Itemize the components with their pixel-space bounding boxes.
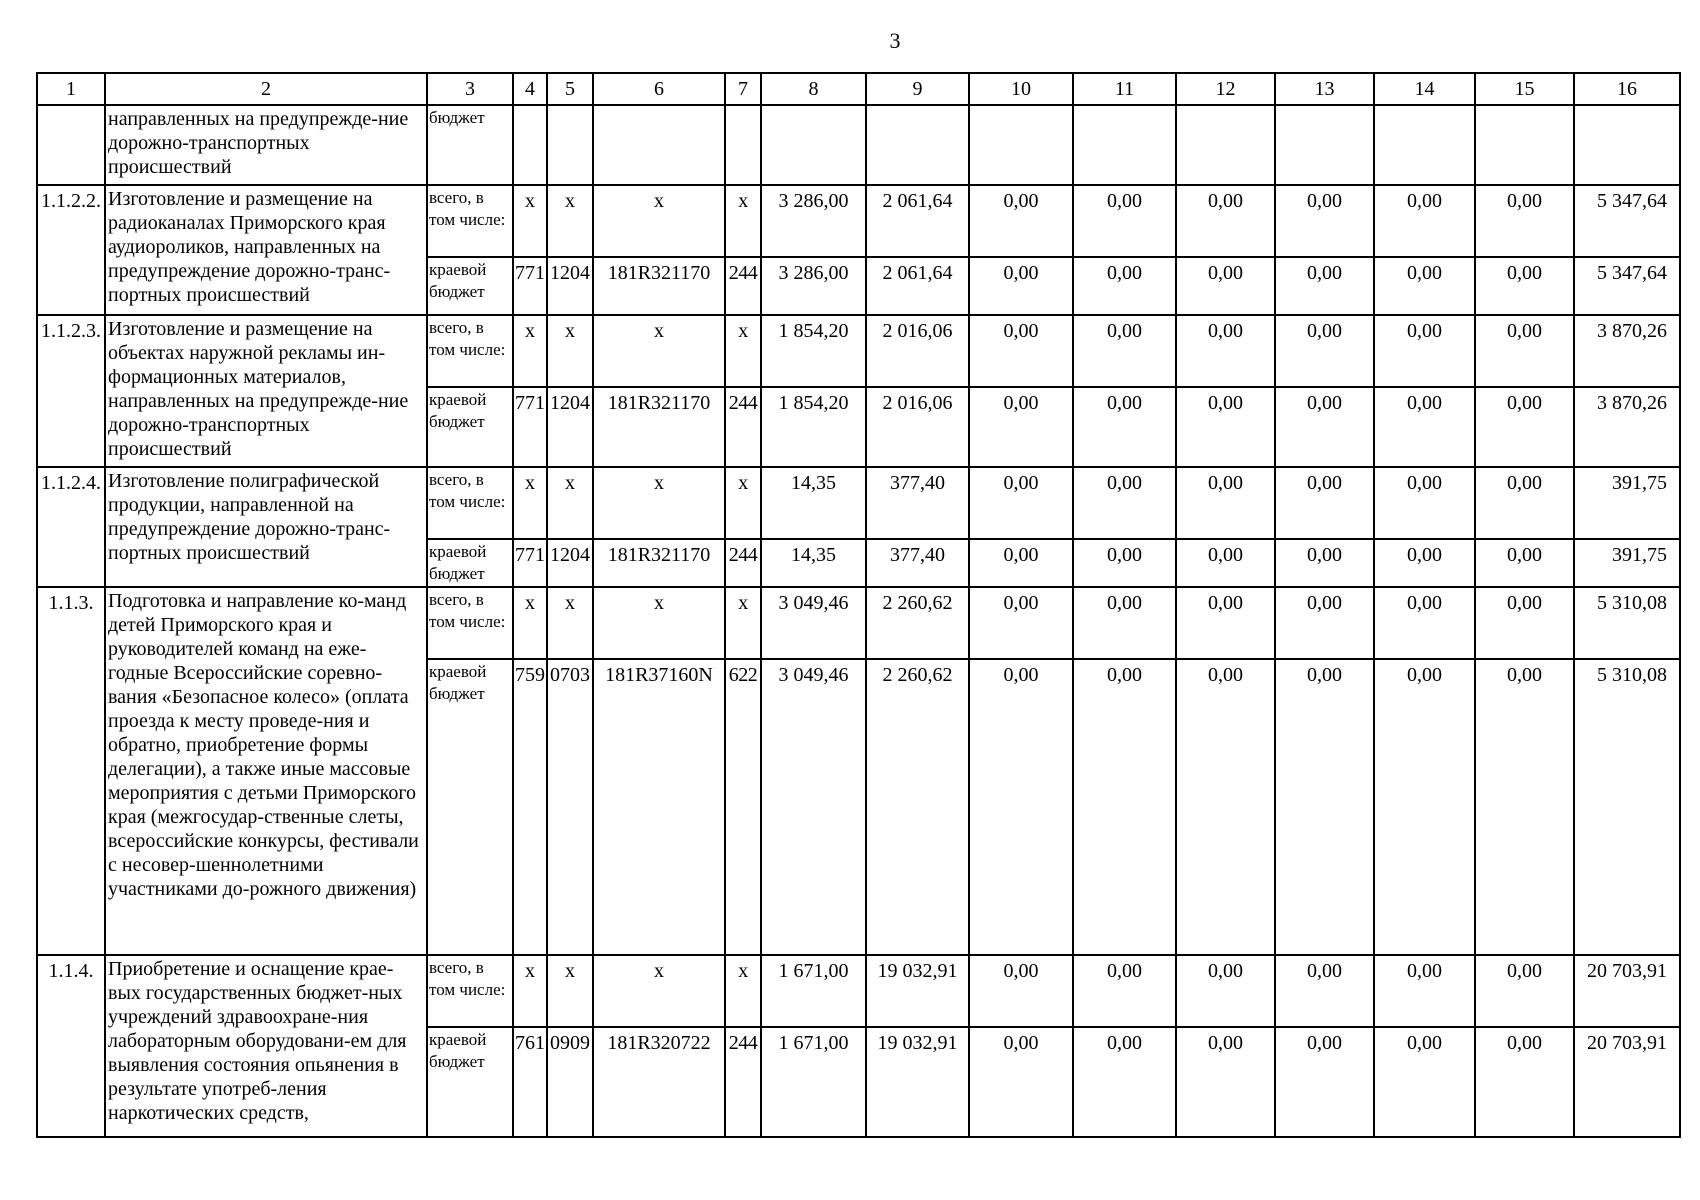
- column-header: 1: [37, 73, 105, 105]
- expense-type-code: 244: [725, 1027, 761, 1137]
- amount-cell: 0,00: [1475, 955, 1574, 1027]
- amount-cell: 3 286,00: [761, 257, 866, 315]
- total-amount-cell: 5 310,08: [1574, 587, 1680, 659]
- column-header: 6: [593, 73, 725, 105]
- amount-cell: 0,00: [1176, 1027, 1275, 1137]
- amount-cell: 0,00: [1475, 387, 1574, 467]
- amount-cell: 377,40: [866, 467, 969, 539]
- amount-cell: 0,00: [1275, 1027, 1374, 1137]
- empty-cell: [593, 105, 725, 185]
- target-article-code: x: [593, 955, 725, 1027]
- empty-cell: [513, 105, 547, 185]
- section-code: x: [547, 587, 593, 659]
- funding-source: всего, в том числе:: [427, 185, 513, 257]
- continuation-row: [37, 105, 1680, 185]
- amount-cell: 0,00: [1475, 539, 1574, 587]
- amount-cell: 0,00: [1176, 659, 1275, 955]
- ministry-code: 759: [513, 659, 547, 955]
- amount-cell: 0,00: [969, 539, 1073, 587]
- target-article-code: 181R321170: [593, 539, 725, 587]
- section-code: 0909: [547, 1027, 593, 1137]
- column-header: 11: [1073, 73, 1176, 105]
- funding-source: краевой бюджет: [427, 539, 513, 587]
- empty-cell: [1073, 105, 1176, 185]
- item-name: Приобретение и оснащение крае-вых государственных бюджет-ных учреждений здравоохране-ния лабораторным оборудовани-ем для выявления состояния опьянения в результате употреб-ления наркотических средств,: [105, 955, 427, 1137]
- total-amount-cell: 3 870,26: [1574, 387, 1680, 467]
- table-body: [37, 73, 1680, 1137]
- ministry-code: x: [513, 185, 547, 257]
- target-article-code: 181R320722: [593, 1027, 725, 1137]
- ministry-code: 771: [513, 539, 547, 587]
- amount-cell: 0,00: [1073, 467, 1176, 539]
- total-amount-cell: 5 347,64: [1574, 257, 1680, 315]
- amount-cell: 0,00: [1275, 387, 1374, 467]
- total-amount-cell: 5 310,08: [1574, 659, 1680, 955]
- amount-cell: 3 286,00: [761, 185, 866, 257]
- total-amount-cell: 391,75: [1574, 539, 1680, 587]
- target-article-code: x: [593, 315, 725, 387]
- amount-cell: 0,00: [1475, 467, 1574, 539]
- empty-cell: [1275, 105, 1374, 185]
- item-name: Изготовление и размещение на радиоканалах Приморского края аудиороликов, направленных на предупреждение дорожно-транс-портных происшествий: [105, 185, 427, 315]
- page-number: 3: [889, 28, 901, 53]
- item-total-row: [37, 467, 1680, 539]
- empty-cell: [1574, 105, 1680, 185]
- amount-cell: 0,00: [1475, 659, 1574, 955]
- expense-type-code: x: [725, 587, 761, 659]
- item-total-row: [37, 185, 1680, 257]
- amount-cell: 2 061,64: [866, 185, 969, 257]
- total-amount-cell: 3 870,26: [1574, 315, 1680, 387]
- amount-cell: 0,00: [969, 659, 1073, 955]
- amount-cell: 0,00: [1176, 257, 1275, 315]
- target-article-code: x: [593, 185, 725, 257]
- ministry-code: x: [513, 587, 547, 659]
- amount-cell: 0,00: [1475, 185, 1574, 257]
- ministry-code: x: [513, 955, 547, 1027]
- empty-cell: [1176, 105, 1275, 185]
- expense-type-code: x: [725, 467, 761, 539]
- amount-cell: 19 032,91: [866, 1027, 969, 1137]
- item-number: 1.1.4.: [37, 955, 105, 1137]
- funding-source: краевой бюджет: [427, 387, 513, 467]
- amount-cell: 2 260,62: [866, 659, 969, 955]
- empty-cell: [1374, 105, 1475, 185]
- item-total-row: [37, 587, 1680, 659]
- amount-cell: 0,00: [1073, 315, 1176, 387]
- amount-cell: 0,00: [1475, 1027, 1574, 1137]
- amount-cell: 0,00: [1275, 185, 1374, 257]
- target-article-code: x: [593, 467, 725, 539]
- total-amount-cell: 20 703,91: [1574, 955, 1680, 1027]
- amount-cell: 0,00: [969, 955, 1073, 1027]
- column-header: 16: [1574, 73, 1680, 105]
- funding-source: бюджет: [427, 105, 513, 185]
- amount-cell: 14,35: [761, 539, 866, 587]
- expense-type-code: 244: [725, 387, 761, 467]
- funding-source: краевой бюджет: [427, 1027, 513, 1137]
- empty-cell: [1475, 105, 1574, 185]
- column-header: 15: [1475, 73, 1574, 105]
- ministry-code: 771: [513, 387, 547, 467]
- funding-source: всего, в том числе:: [427, 467, 513, 539]
- item-number: 1.1.3.: [37, 587, 105, 955]
- item-name: Изготовление полиграфической продукции, направленной на предупреждение дорожно-транс-портных происшествий: [105, 467, 427, 587]
- column-header: 13: [1275, 73, 1374, 105]
- empty-cell: [969, 105, 1073, 185]
- amount-cell: 1 854,20: [761, 315, 866, 387]
- column-header: 14: [1374, 73, 1475, 105]
- amount-cell: 0,00: [1176, 587, 1275, 659]
- ministry-code: 761: [513, 1027, 547, 1137]
- amount-cell: 0,00: [1073, 659, 1176, 955]
- section-code: x: [547, 315, 593, 387]
- section-code: x: [547, 955, 593, 1027]
- expense-type-code: x: [725, 955, 761, 1027]
- amount-cell: 0,00: [969, 315, 1073, 387]
- amount-cell: 0,00: [1073, 257, 1176, 315]
- column-header: 5: [547, 73, 593, 105]
- amount-cell: 0,00: [1176, 315, 1275, 387]
- expense-type-code: 622: [725, 659, 761, 955]
- amount-cell: 1 671,00: [761, 1027, 866, 1137]
- expense-type-code: 244: [725, 257, 761, 315]
- amount-cell: 0,00: [1275, 315, 1374, 387]
- expense-type-code: x: [725, 185, 761, 257]
- column-header: 8: [761, 73, 866, 105]
- amount-cell: 0,00: [1374, 1027, 1475, 1137]
- empty-cell: [866, 105, 969, 185]
- amount-cell: 0,00: [1374, 955, 1475, 1027]
- column-header: 3: [427, 73, 513, 105]
- funding-source: краевой бюджет: [427, 257, 513, 315]
- amount-cell: 0,00: [1275, 539, 1374, 587]
- amount-cell: 0,00: [1475, 587, 1574, 659]
- amount-cell: 0,00: [969, 467, 1073, 539]
- column-header: 4: [513, 73, 547, 105]
- funding-source: краевой бюджет: [427, 659, 513, 955]
- empty-cell: [547, 105, 593, 185]
- total-amount-cell: 5 347,64: [1574, 185, 1680, 257]
- amount-cell: 0,00: [1374, 315, 1475, 387]
- amount-cell: 0,00: [1176, 185, 1275, 257]
- column-number-header-row: [37, 73, 1680, 105]
- amount-cell: 1 854,20: [761, 387, 866, 467]
- amount-cell: 377,40: [866, 539, 969, 587]
- item-name: Изготовление и размещение на объектах наружной рекламы ин-формационных материалов, направленных на предупрежде-ние дорожно-транспортных происшествий: [105, 315, 427, 467]
- amount-cell: 0,00: [969, 257, 1073, 315]
- amount-cell: 0,00: [1374, 185, 1475, 257]
- amount-cell: 0,00: [1176, 539, 1275, 587]
- amount-cell: 0,00: [1073, 185, 1176, 257]
- amount-cell: 0,00: [1176, 387, 1275, 467]
- item-number: 1.1.2.3.: [37, 315, 105, 467]
- amount-cell: 0,00: [969, 587, 1073, 659]
- amount-cell: 19 032,91: [866, 955, 969, 1027]
- amount-cell: 0,00: [1374, 539, 1475, 587]
- column-header: 9: [866, 73, 969, 105]
- section-code: 1204: [547, 387, 593, 467]
- expense-type-code: 244: [725, 539, 761, 587]
- section-code: 1204: [547, 257, 593, 315]
- empty-cell: [761, 105, 866, 185]
- column-header: 12: [1176, 73, 1275, 105]
- amount-cell: 0,00: [969, 387, 1073, 467]
- item-total-row: [37, 955, 1680, 1027]
- amount-cell: 0,00: [1176, 955, 1275, 1027]
- section-code: 0703: [547, 659, 593, 955]
- amount-cell: 0,00: [1073, 587, 1176, 659]
- item-number: 1.1.2.2.: [37, 185, 105, 315]
- total-amount-cell: 391,75: [1574, 467, 1680, 539]
- column-header: 10: [969, 73, 1073, 105]
- amount-cell: 2 016,06: [866, 315, 969, 387]
- amount-cell: 0,00: [1275, 467, 1374, 539]
- ministry-code: x: [513, 315, 547, 387]
- amount-cell: 0,00: [1475, 315, 1574, 387]
- expense-type-code: x: [725, 315, 761, 387]
- amount-cell: 0,00: [1073, 955, 1176, 1027]
- amount-cell: 0,00: [1275, 955, 1374, 1027]
- amount-cell: 2 260,62: [866, 587, 969, 659]
- target-article-code: x: [593, 587, 725, 659]
- amount-cell: 14,35: [761, 467, 866, 539]
- item-number-cell: [37, 105, 105, 185]
- amount-cell: 2 016,06: [866, 387, 969, 467]
- amount-cell: 3 049,46: [761, 587, 866, 659]
- total-amount-cell: 20 703,91: [1574, 1027, 1680, 1137]
- empty-cell: [725, 105, 761, 185]
- item-total-row: [37, 315, 1680, 387]
- amount-cell: 0,00: [1275, 587, 1374, 659]
- target-article-code: 181R37160N: [593, 659, 725, 955]
- amount-cell: 0,00: [1275, 257, 1374, 315]
- amount-cell: 0,00: [1073, 387, 1176, 467]
- item-name-continued: направленных на предупрежде-ние дорожно-транспортных происшествий: [105, 105, 427, 185]
- amount-cell: 0,00: [1176, 467, 1275, 539]
- item-name: Подготовка и направление ко-манд детей Приморского края и руководителей команд на еже-годные Всероссийские соревно-вания «Безопасное колесо» (оплата проезда к месту проведе-ния и обратно, приобретение формы делегации), а также иные массовые мероприятия с детьми Приморского края (межгосудар-ственные слеты, всероссийские конкурсы, фестивали с несовер-шеннолетними участниками до-рожного движения): [105, 587, 427, 955]
- amount-cell: 0,00: [1374, 257, 1475, 315]
- target-article-code: 181R321170: [593, 387, 725, 467]
- amount-cell: 0,00: [1374, 587, 1475, 659]
- column-header: 7: [725, 73, 761, 105]
- funding-source: всего, в том числе:: [427, 315, 513, 387]
- ministry-code: x: [513, 467, 547, 539]
- column-header: 2: [105, 73, 427, 105]
- amount-cell: 2 061,64: [866, 257, 969, 315]
- amount-cell: 3 049,46: [761, 659, 866, 955]
- section-code: x: [547, 185, 593, 257]
- amount-cell: 0,00: [969, 1027, 1073, 1137]
- funding-source: всего, в том числе:: [427, 587, 513, 659]
- budget-table: [36, 72, 1681, 1138]
- section-code: 1204: [547, 539, 593, 587]
- amount-cell: 1 671,00: [761, 955, 866, 1027]
- amount-cell: 0,00: [1275, 659, 1374, 955]
- amount-cell: 0,00: [1073, 539, 1176, 587]
- amount-cell: 0,00: [1374, 659, 1475, 955]
- amount-cell: 0,00: [969, 185, 1073, 257]
- amount-cell: 0,00: [1374, 387, 1475, 467]
- amount-cell: 0,00: [1475, 257, 1574, 315]
- amount-cell: 0,00: [1374, 467, 1475, 539]
- item-number: 1.1.2.4.: [37, 467, 105, 587]
- amount-cell: 0,00: [1073, 1027, 1176, 1137]
- section-code: x: [547, 467, 593, 539]
- ministry-code: 771: [513, 257, 547, 315]
- funding-source: всего, в том числе:: [427, 955, 513, 1027]
- target-article-code: 181R321170: [593, 257, 725, 315]
